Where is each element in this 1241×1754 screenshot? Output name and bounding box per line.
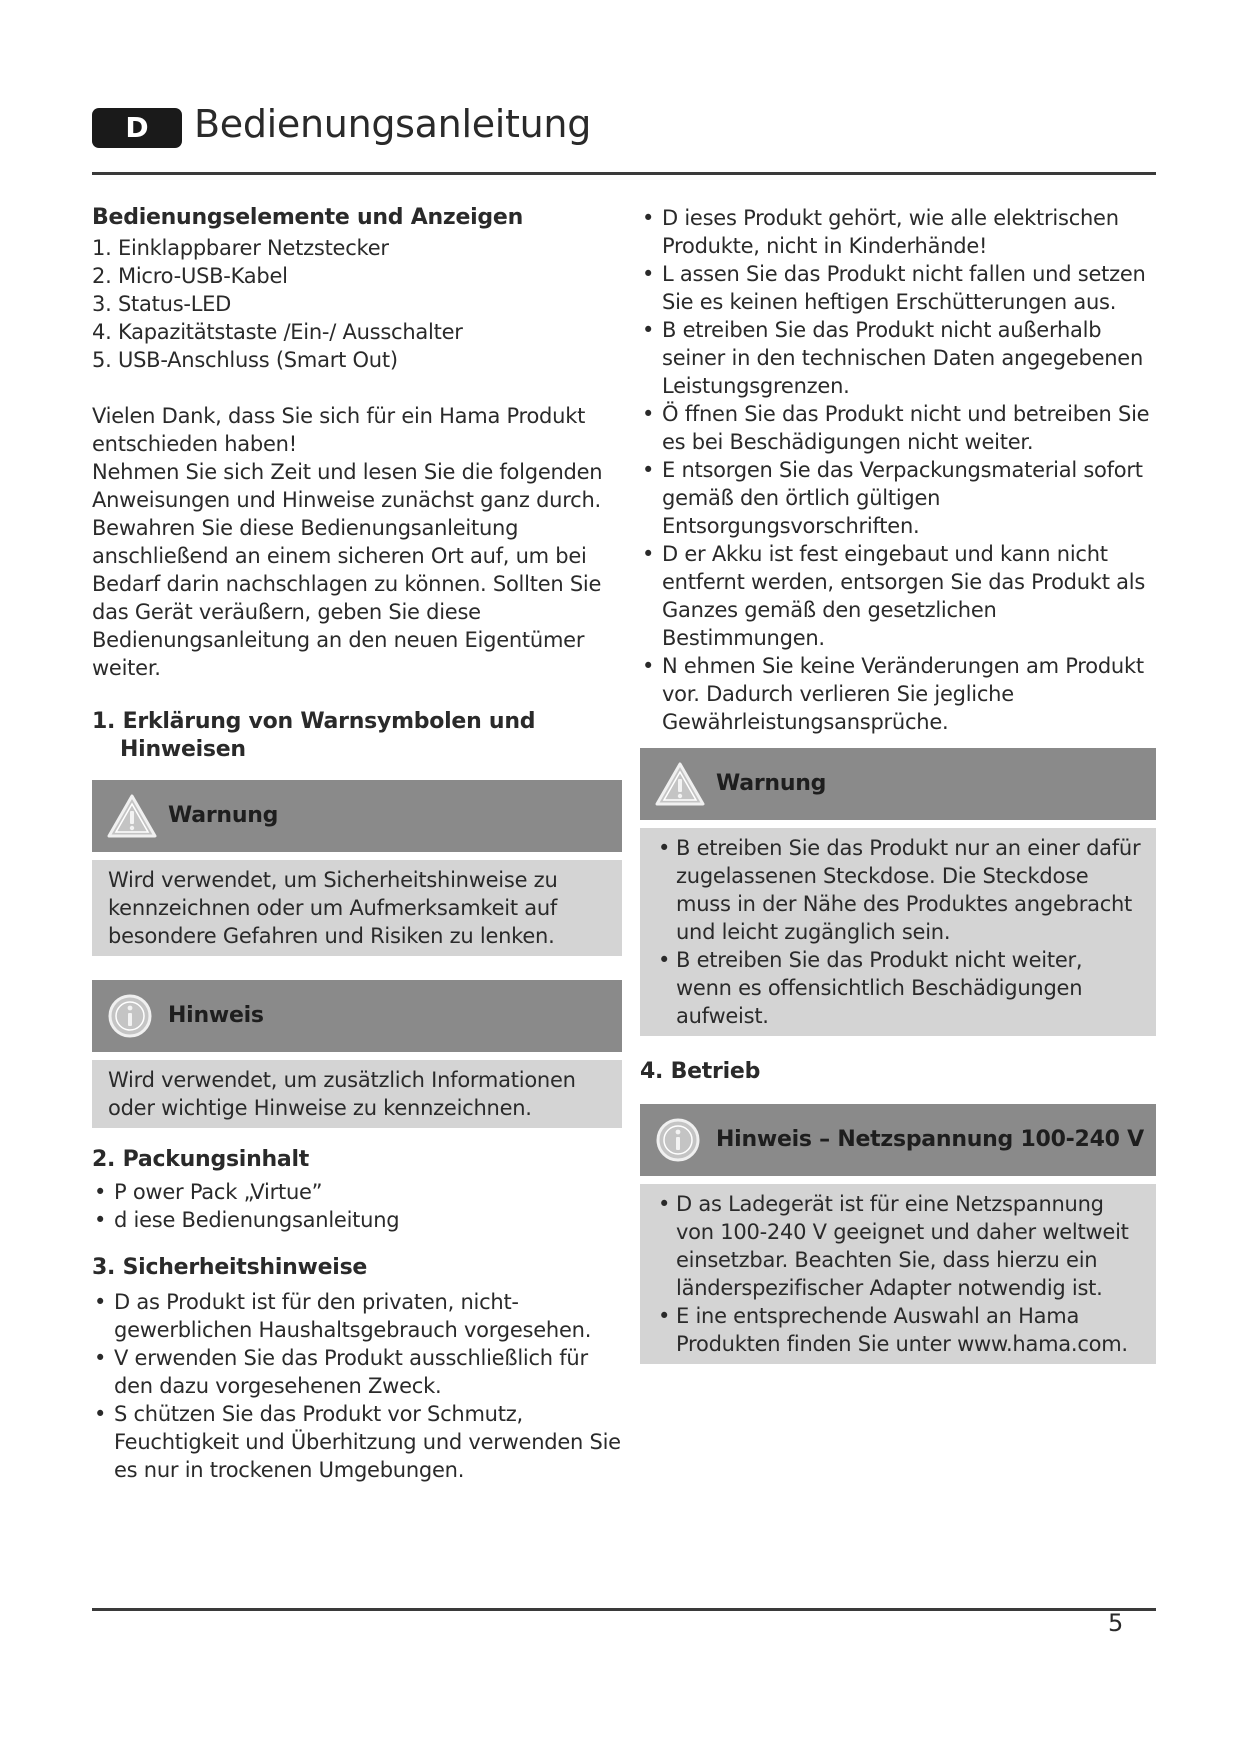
warning-legend-box [92, 780, 622, 956]
safety-warning-item: • B etreiben Sie das Produkt nur an einer dafür zugelassenen Steckdose. Die Steckdose muss in der Nähe des Produktes angebracht und leicht zugänglich sein. [656, 834, 1142, 946]
safety-warning-header [640, 748, 1156, 820]
package-contents-list [92, 1178, 622, 1234]
voltage-note-header [640, 1104, 1156, 1176]
footer-divider [92, 1608, 1156, 1611]
right-column [640, 204, 1156, 1364]
page-header [92, 102, 1156, 178]
safety-list-right [640, 204, 1156, 736]
safety-item: • Ö ffnen Sie das Produkt nicht und betreiben Sie es bei Beschädigungen nicht weiter. [640, 400, 1156, 456]
language-badge: D [92, 108, 182, 148]
warning-triangle-icon [654, 761, 706, 807]
page-title: Bedienungsanleitung [194, 102, 592, 146]
safety-item: • D as Produkt ist für den privaten, nicht-gewerblichen Haushaltsgebrauch vorgesehen. [92, 1288, 622, 1344]
safety-item: • E ntsorgen Sie das Verpackungsmaterial sofort gemäß den örtlich gültigen Entsorgungsvorschriften. [640, 456, 1156, 540]
controls-heading: Bedienungselemente und Anzeigen [92, 205, 523, 230]
section2-heading: 2. Packungsinhalt [92, 1147, 310, 1172]
info-icon [106, 993, 158, 1039]
safety-item: • B etreiben Sie das Produkt nicht außerhalb seiner in den technischen Daten angegebenen Leistungsgrenzen. [640, 316, 1156, 400]
safety-warning-body [640, 828, 1156, 1036]
warning-legend-header [92, 780, 622, 852]
section4-heading: 4. Betrieb [640, 1059, 761, 1084]
warning-legend-body [92, 860, 622, 956]
controls-item: 2. Micro-USB-Kabel [92, 264, 288, 288]
safety-item: • N ehmen Sie keine Veränderungen am Produkt vor. Dadurch verlieren Sie jegliche Gewährleistungsansprüche. [640, 652, 1156, 736]
voltage-note-body [640, 1184, 1156, 1364]
note-legend-box [92, 980, 622, 1128]
controls-item: 5. USB-Anschluss (Smart Out) [92, 348, 398, 372]
left-column [92, 204, 622, 1484]
package-item: • d iese Bedienungsanleitung [92, 1206, 622, 1234]
safety-warning-box [640, 748, 1156, 1036]
safety-list-left [92, 1288, 622, 1484]
safety-item: • L assen Sie das Produkt nicht fallen und setzen Sie es keinen heftigen Erschütterungen aus. [640, 260, 1156, 316]
note-legend-body [92, 1060, 622, 1128]
intro-instructions: Nehmen Sie sich Zeit und lesen Sie die folgenden Anweisungen und Hinweise zunächst ganz durch. Bewahren Sie diese Bedienungsanleitung anschließend an einem sicheren Ort auf, um bei Bedarf darin nachschlagen zu können. Sollten Sie das Gerät veräußern, geben Sie diese Bedienungsanleitung an den neuen Eigentümer weiter. [92, 460, 603, 680]
note-legend-header [92, 980, 622, 1052]
controls-item: 4. Kapazitätstaste /Ein-/ Ausschalter [92, 320, 463, 344]
note-legend-text: Wird verwendet, um zusätzlich Informationen oder wichtige Hinweise zu kennzeichnen. [108, 1068, 576, 1120]
controls-item: 1. Einklappbarer Netzstecker [92, 236, 389, 260]
header-divider [92, 172, 1156, 175]
section1-heading: 1. Erklärung von Warnsymbolen und Hinweisen [92, 709, 536, 762]
safety-warning-title: Warnung [716, 771, 827, 796]
voltage-note-box [640, 1104, 1156, 1364]
package-item: • P ower Pack „Virtue” [92, 1178, 622, 1206]
section3-heading: 3. Sicherheitshinweise [92, 1255, 368, 1280]
info-icon [654, 1117, 706, 1163]
controls-item: 3. Status-LED [92, 292, 232, 316]
safety-warning-list [656, 834, 1142, 1030]
note-legend-title: Hinweis [168, 1003, 264, 1028]
warning-triangle-icon [106, 793, 158, 839]
page-number: 5 [1108, 1609, 1124, 1637]
safety-item: • D er Akku ist fest eingebaut und kann nicht entfernt werden, entsorgen Sie das Produkt als Ganzes gemäß den gesetzlichen Bestimmungen. [640, 540, 1156, 652]
voltage-note-item: • D as Ladegerät ist für eine Netzspannung von 100-240 V geeignet und daher weltweit einsetzbar. Beachten Sie, dass hierzu ein länderspezifischer Adapter notwendig ist. [656, 1190, 1142, 1302]
voltage-note-list [656, 1190, 1142, 1358]
safety-item: • D ieses Produkt gehört, wie alle elektrischen Produkte, nicht in Kinderhände! [640, 204, 1156, 260]
warning-legend-text: Wird verwendet, um Sicherheitshinweise zu kennzeichnen oder um Aufmerksamkeit auf besondere Gefahren und Risiken zu lenken. [108, 868, 558, 948]
safety-item: • V erwenden Sie das Produkt ausschließlich für den dazu vorgesehenen Zweck. [92, 1344, 622, 1400]
controls-list [92, 234, 622, 374]
voltage-note-title: Hinweis – Netzspannung 100-240 V [716, 1127, 1144, 1152]
warning-legend-title: Warnung [168, 803, 279, 828]
safety-warning-item: • B etreiben Sie das Produkt nicht weiter, wenn es offensichtlich Beschädigungen aufweist. [656, 946, 1142, 1030]
intro-thanks: Vielen Dank, dass Sie sich für ein Hama Produkt entschieden haben! [92, 404, 586, 456]
voltage-note-item: • E ine entsprechende Auswahl an Hama Produkten finden Sie unter www.hama.com. [656, 1302, 1142, 1358]
safety-item: • S chützen Sie das Produkt vor Schmutz, Feuchtigkeit und Überhitzung und verwenden Sie es nur in trockenen Umgebungen. [92, 1400, 622, 1484]
